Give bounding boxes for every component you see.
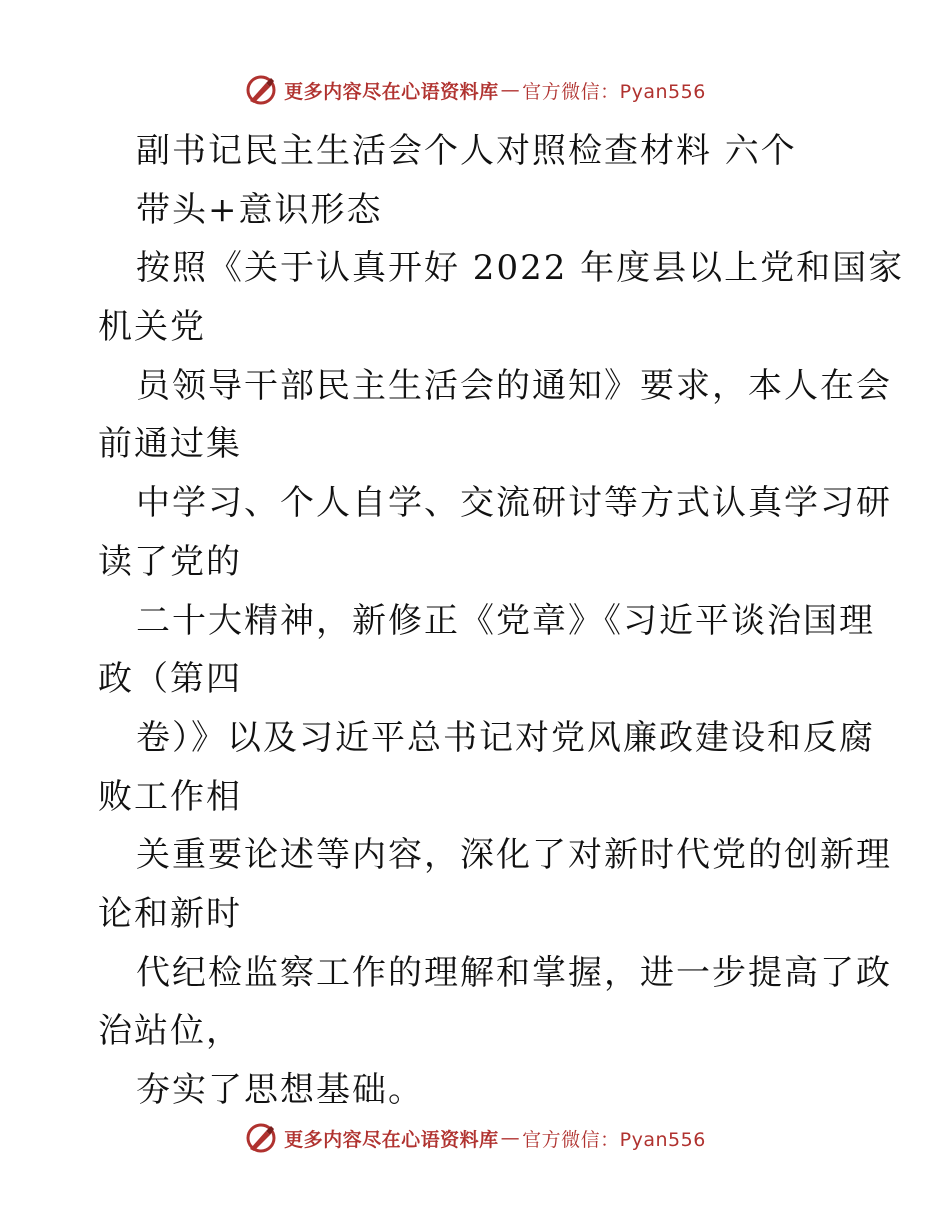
footer-banner bbox=[0, 1118, 950, 1158]
banner-separator: — bbox=[500, 79, 521, 101]
document-body bbox=[98, 122, 905, 1120]
document-line: 政（第四 bbox=[98, 659, 242, 700]
document-line: 论和新时 bbox=[98, 893, 242, 934]
document-line: 机关党 bbox=[98, 307, 206, 348]
header-banner bbox=[0, 70, 950, 110]
document-line: 夯实了思想基础。 bbox=[136, 1070, 424, 1110]
banner-promo-text: 更多内容尽在心语资料库 bbox=[284, 1128, 499, 1151]
document-line: 关重要论述等内容，深化了对新时代党的创新理 bbox=[136, 835, 892, 876]
banner-wechat-text: 官方微信：Pyan556 bbox=[522, 80, 706, 103]
document-line: 败工作相 bbox=[98, 776, 242, 817]
document-line: 代纪检监察工作的理解和掌握，进一步提高了政 bbox=[136, 952, 892, 993]
document-line: 治站位， bbox=[98, 1011, 242, 1052]
document-line: 二十大精神，新修正《党章》《习近平谈治国理 bbox=[136, 600, 875, 641]
banner-wechat-text: 官方微信：Pyan556 bbox=[522, 1128, 706, 1151]
document-line: 中学习、个人自学、交流研讨等方式认真学习研 bbox=[136, 483, 892, 524]
pen-seal-icon bbox=[244, 73, 278, 107]
document-line: 读了党的 bbox=[98, 541, 242, 582]
pen-seal-icon bbox=[244, 1121, 278, 1155]
document-line: 员领导干部民主生活会的通知》要求，本人在会 bbox=[136, 365, 892, 406]
document-line: 副书记民主生活会个人对照检查材料 六个 bbox=[136, 131, 797, 171]
document-line: 卷）》以及习近平总书记对党风廉政建设和反腐 bbox=[136, 717, 875, 758]
document-line: 按照《关于认真开好 2022 年度县以上党和国家 bbox=[136, 248, 905, 289]
banner-separator: — bbox=[500, 1127, 521, 1149]
document-line: 前通过集 bbox=[98, 424, 242, 465]
document-line: 带头+意识形态 bbox=[136, 189, 383, 230]
banner-promo-text: 更多内容尽在心语资料库 bbox=[284, 80, 499, 103]
